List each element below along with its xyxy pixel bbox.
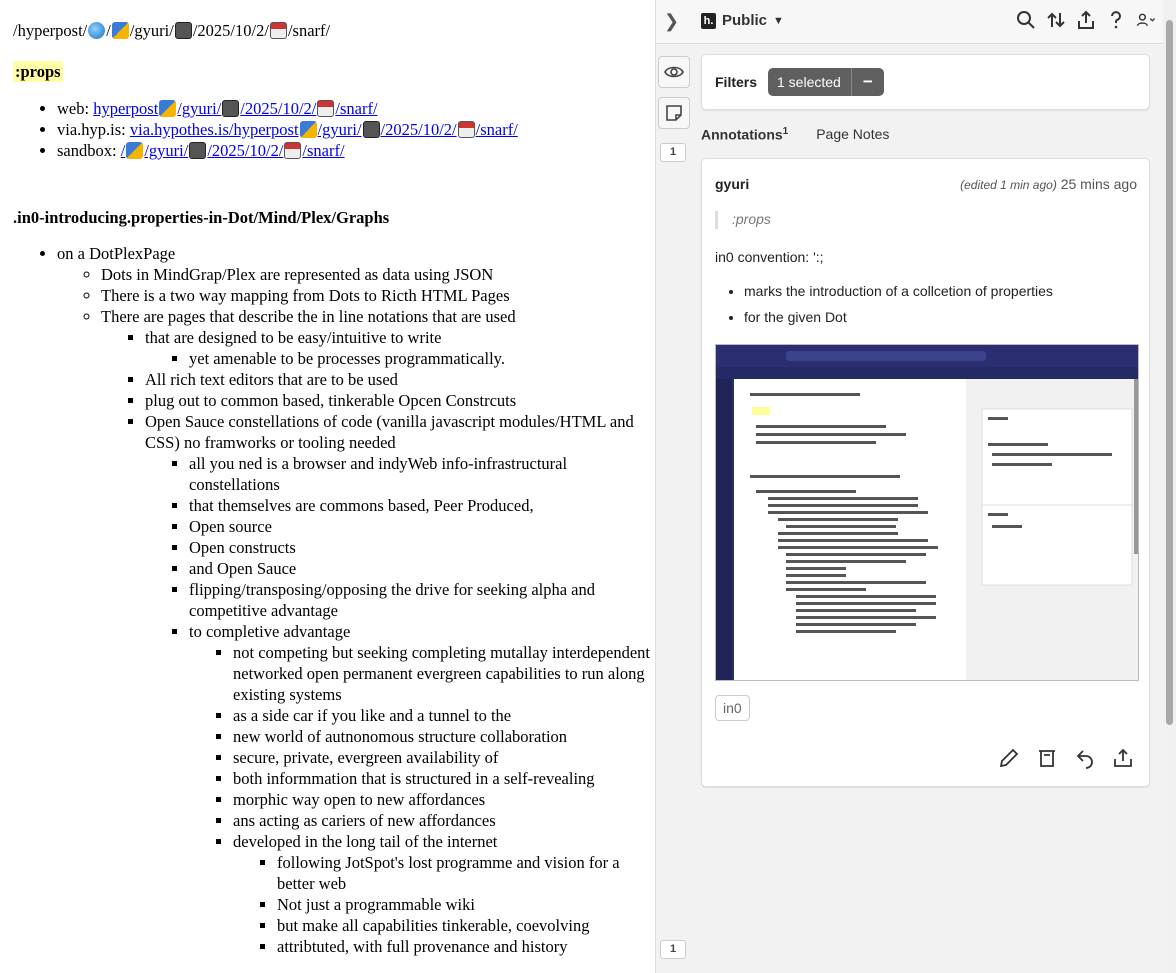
hypothesis-sidebar bbox=[655, 0, 1164, 973]
selected-count[interactable]: 1 selected bbox=[768, 68, 852, 96]
list-item: • sandbox: / /gyuri/ /2025/10/2/ /snarf/ bbox=[57, 140, 655, 161]
filters-label: Filters bbox=[715, 74, 758, 90]
note-icon bbox=[664, 103, 684, 123]
list-item: • web: hyperpost /gyuri/ /2025/10/2/ /snarf/ bbox=[57, 98, 655, 119]
group-selector[interactable]: h. Public ▼ bbox=[701, 12, 784, 29]
globe-icon bbox=[88, 22, 105, 39]
list-item: ◦ There is a two way mapping from Dots to Ricth HTML Pages bbox=[101, 285, 655, 306]
list-item: ▪ as a side car if you like and a tunnel to the bbox=[233, 705, 655, 726]
sidebar-tabs bbox=[701, 126, 889, 143]
hypothesis-logo-icon: h. bbox=[701, 13, 716, 29]
hand-emoji-icon bbox=[159, 100, 176, 117]
section-heading: .in0-introducing.properties-in-Dot/Mind/Plex/Graphs bbox=[13, 208, 390, 227]
annotation-bucket-bottom[interactable]: 1 bbox=[660, 940, 686, 959]
web-link[interactable]: hyperpost /gyuri/ /2025/10/2/ /snarf/ bbox=[93, 99, 378, 118]
chevron-down-icon: ▼ bbox=[773, 14, 784, 27]
list-item: ▪ that themselves are commons based, Peer Produced, bbox=[189, 495, 655, 516]
props-highlight[interactable]: :props bbox=[15, 62, 61, 81]
floppy-disk-icon bbox=[317, 100, 334, 117]
annotation-quote: :props bbox=[715, 211, 771, 229]
floppy-disk-icon bbox=[458, 121, 475, 138]
embedded-screenshot-image bbox=[715, 344, 1139, 681]
sort-icon[interactable] bbox=[1046, 10, 1066, 30]
list-item: ▪ secure, private, evergreen availability of bbox=[233, 747, 655, 768]
share-icon[interactable] bbox=[1076, 10, 1096, 30]
show-highlights-toggle[interactable] bbox=[658, 56, 690, 88]
list-item: • marks the introduction of a collcetion of properties bbox=[744, 283, 1053, 299]
sandbox-link[interactable]: / /gyuri/ /2025/10/2/ /snarf/ bbox=[120, 141, 345, 160]
breadcrumb: /hyperpost/ / /gyuri/ /2025/10/2/ /snarf/ bbox=[13, 21, 331, 40]
list-item: • for the given Dot bbox=[744, 309, 1053, 325]
hand-emoji-icon bbox=[112, 22, 129, 39]
floppy-disk-icon bbox=[284, 142, 301, 159]
list-item: ▪ flipping/transposing/opposing the drive for seeking alpha and competitive advantage bbox=[189, 579, 655, 621]
list-item: ▪ not competing but seeking completing mutallay interdependent networked open permanent evergreen capabilities to run along existing systems bbox=[233, 642, 655, 705]
delete-icon[interactable] bbox=[1036, 747, 1058, 769]
annotation-author[interactable]: gyuri bbox=[715, 176, 750, 192]
selection-pill bbox=[768, 68, 884, 96]
help-icon[interactable] bbox=[1106, 10, 1126, 30]
list-item: ▪ Not just a programmable wiki bbox=[277, 894, 655, 915]
user-menu-icon[interactable] bbox=[1136, 10, 1156, 30]
list-item: ▪ both informmation that is structured in a self-revealing bbox=[233, 768, 655, 789]
list-item: ▪ morphic way open to new affordances bbox=[233, 789, 655, 810]
book-icon bbox=[363, 121, 380, 138]
list-item: ▪ new world of autnonomous structure collaboration bbox=[233, 726, 655, 747]
list-item: ▪ to completive advantage ▪ not competing but seeking completing mutallay interdependent networked open permanent evergreen capabilities to run along existing systems ▪ as a side car if you like and a tunnel to the ▪ new world of autnonomous structure collaboration ▪ secure, private, evergreen availability of ▪ both informmation that is structured in a self-revealing ▪ morphic way open to new affordances ▪ ans acting as cariers of new affordances ▪ developed in the long tail of the internet ▪ following JotSpot's lost programme and vision for a better web ▪ Not just a programmable wiki ▪ but make all capabilities tinkerable, coevolving ▪ attribtuted, with full provenance and history bbox=[189, 621, 655, 957]
list-item: ◦ There are pages that describe the in line notations that are used ▪ that are designed to be easy/intuitive to write ▪ yet amenable to be processes programmatically. ▪ All rich text editors that are to be used ▪ plug out to common based, tinkerable Opcen Constrcuts ▪ Open Sauce constellations of code (vanilla javascript modules/HTML and CSS) no framworks or tooling needed ▪ all you ned is a browser and indyWeb info-infrastructural constellations ▪ that themselves are commons based, Peer Produced, ▪ Open source ▪ Open constructs ▪ and Open Sauce ▪ flipping/transposing/opposing the drive for seeking alpha and competitive advantage ▪ to completive advantage ▪ not competing but seeking completing mutallay interdependent networked open permanent evergreen capabilities to run along existing systems ▪ as a side car if you like and a tunnel to the ▪ new world of autnonomous structure collaboration ▪ secure, private, evergreen availability of ▪ both informmation that is structured in a self-revealing ▪ morphic way open to new affordances ▪ ans acting as cariers of new affordances ▪ developed in the long tail of the internet ▪ following JotSpot's lost programme and vision for a better web ▪ Not just a programmable wiki ▪ but make all capabilities tinkerable, coevolving ▪ attribtuted, with full provenance and history bbox=[101, 306, 655, 957]
annotation-bucket-top[interactable]: 1 bbox=[660, 143, 686, 162]
list-item: • via.hyp.is: via.hypothes.is/hyperpost /gyuri/ /2025/10/2/ /snarf/ bbox=[57, 119, 655, 140]
annotation-bullets bbox=[715, 283, 1053, 335]
list-item: ▪ but make all capabilities tinkerable, coevolving bbox=[277, 915, 655, 936]
eye-icon bbox=[664, 62, 684, 82]
annotation-timestamp[interactable]: (edited 1 min ago) 25 mins ago bbox=[960, 176, 1137, 192]
list-item: ▪ All rich text editors that are to be used bbox=[145, 369, 655, 390]
list-item: ▪ yet amenable to be processes programmatically. bbox=[189, 348, 655, 369]
list-item: ▪ attribtuted, with full provenance and history bbox=[277, 936, 655, 957]
clear-selection-button[interactable]: − bbox=[862, 72, 873, 91]
via-link[interactable]: via.hypothes.is/hyperpost /gyuri/ /2025/10/2/ /snarf/ bbox=[129, 120, 518, 139]
tab-page-notes[interactable]: Page Notes bbox=[816, 126, 890, 142]
scrollbar[interactable] bbox=[1163, 0, 1176, 973]
list-item: ▪ Open source bbox=[189, 516, 655, 537]
floppy-disk-icon bbox=[270, 22, 287, 39]
book-icon bbox=[189, 142, 206, 159]
edit-icon[interactable] bbox=[998, 747, 1020, 769]
tab-annotations[interactable]: Annotations$^1$ bbox=[701, 126, 789, 143]
filters-bar bbox=[701, 54, 1150, 110]
outline bbox=[13, 243, 655, 957]
screenshot-thumbnail bbox=[716, 345, 1138, 680]
list-item: ◦ Dots in MindGrap/Plex are represented as data using JSON bbox=[101, 264, 655, 285]
list-item: ▪ Open constructs bbox=[189, 537, 655, 558]
sidebar-topbar bbox=[656, 0, 1164, 44]
book-icon bbox=[222, 100, 239, 117]
share-annotation-icon[interactable] bbox=[1112, 747, 1134, 769]
annotation-body: in0 convention: ':; bbox=[715, 249, 824, 265]
list-item: ▪ ans acting as cariers of new affordances bbox=[233, 810, 655, 831]
annotation-card[interactable] bbox=[701, 158, 1150, 787]
list-item: ▪ Open Sauce constellations of code (vanilla javascript modules/HTML and CSS) no framworks or tooling needed ▪ all you ned is a browser and indyWeb info-infrastructural constellations ▪ that themselves are commons based, Peer Produced, ▪ Open source ▪ Open constructs ▪ and Open Sauce ▪ flipping/transposing/opposing the drive for seeking alpha and competitive advantage ▪ to completive advantage ▪ not competing but seeking completing mutallay interdependent networked open permanent evergreen capabilities to run along existing systems ▪ as a side car if you like and a tunnel to the ▪ new world of autnonomous structure collaboration ▪ secure, private, evergreen availability of ▪ both informmation that is structured in a self-revealing ▪ morphic way open to new affordances ▪ ans acting as cariers of new affordances ▪ developed in the long tail of the internet ▪ following JotSpot's lost programme and vision for a better web ▪ Not just a programmable wiki ▪ but make all capabilities tinkerable, coevolving ▪ attribtuted, with full provenance and history bbox=[145, 411, 655, 957]
list-item: • on a DotPlexPage ◦ Dots in MindGrap/Plex are represented as data using JSON ◦ There is a two way mapping from Dots to Ricth HTML Pages ◦ There are pages that describe the in line notations that are used ▪ that are designed to be easy/intuitive to write ▪ yet amenable to be processes programmatically. ▪ All rich text editors that are to be used ▪ plug out to common based, tinkerable Opcen Constrcuts ▪ Open Sauce constellations of code (vanilla javascript modules/HTML and CSS) no framworks or tooling needed ▪ all you ned is a browser and indyWeb info-infrastructural constellations ▪ that themselves are commons based, Peer Produced, ▪ Open source ▪ Open constructs ▪ and Open Sauce ▪ flipping/transposing/opposing the drive for seeking alpha and competitive advantage ▪ to completive advantage ▪ not competing but seeking completing mutallay interdependent networked open permanent evergreen capabilities to run along existing systems ▪ as a side car if you like and a tunnel to the ▪ new world of autnonomous structure collaboration ▪ secure, private, evergreen availability of ▪ both informmation that is structured in a self-revealing ▪ morphic way open to new affordances ▪ ans acting as cariers of new affordances ▪ developed in the long tail of the internet ▪ following JotSpot's lost programme and vision for a better web ▪ Not just a programmable wiki ▪ but make all capabilities tinkerable, coevolving ▪ attribtuted, with full provenance and history bbox=[57, 243, 655, 957]
search-icon[interactable] bbox=[1016, 10, 1036, 30]
list-item: ▪ developed in the long tail of the internet ▪ following JotSpot's lost programme and vision for a better web ▪ Not just a programmable wiki ▪ but make all capabilities tinkerable, coevolving ▪ attribtuted, with full provenance and history bbox=[233, 831, 655, 957]
list-item: ▪ plug out to common based, tinkerable Opcen Constrcuts bbox=[145, 390, 655, 411]
hand-emoji-icon bbox=[300, 121, 317, 138]
tag-chip[interactable]: in0 bbox=[715, 695, 750, 721]
reply-icon[interactable] bbox=[1074, 747, 1096, 769]
list-item: ▪ and Open Sauce bbox=[189, 558, 655, 579]
list-item: ▪ following JotSpot's lost programme and vision for a better web bbox=[277, 852, 655, 894]
link-list bbox=[13, 98, 655, 161]
hand-emoji-icon bbox=[126, 142, 143, 159]
book-icon bbox=[175, 22, 192, 39]
list-item: ▪ that are designed to be easy/intuitive to write ▪ yet amenable to be processes programmatically. bbox=[145, 327, 655, 369]
list-item: ▪ all you ned is a browser and indyWeb info-infrastructural constellations bbox=[189, 453, 655, 495]
collapse-sidebar-icon[interactable]: ❯ bbox=[664, 11, 680, 31]
scrollbar-thumb[interactable] bbox=[1166, 20, 1173, 725]
new-note-button[interactable] bbox=[658, 97, 690, 129]
